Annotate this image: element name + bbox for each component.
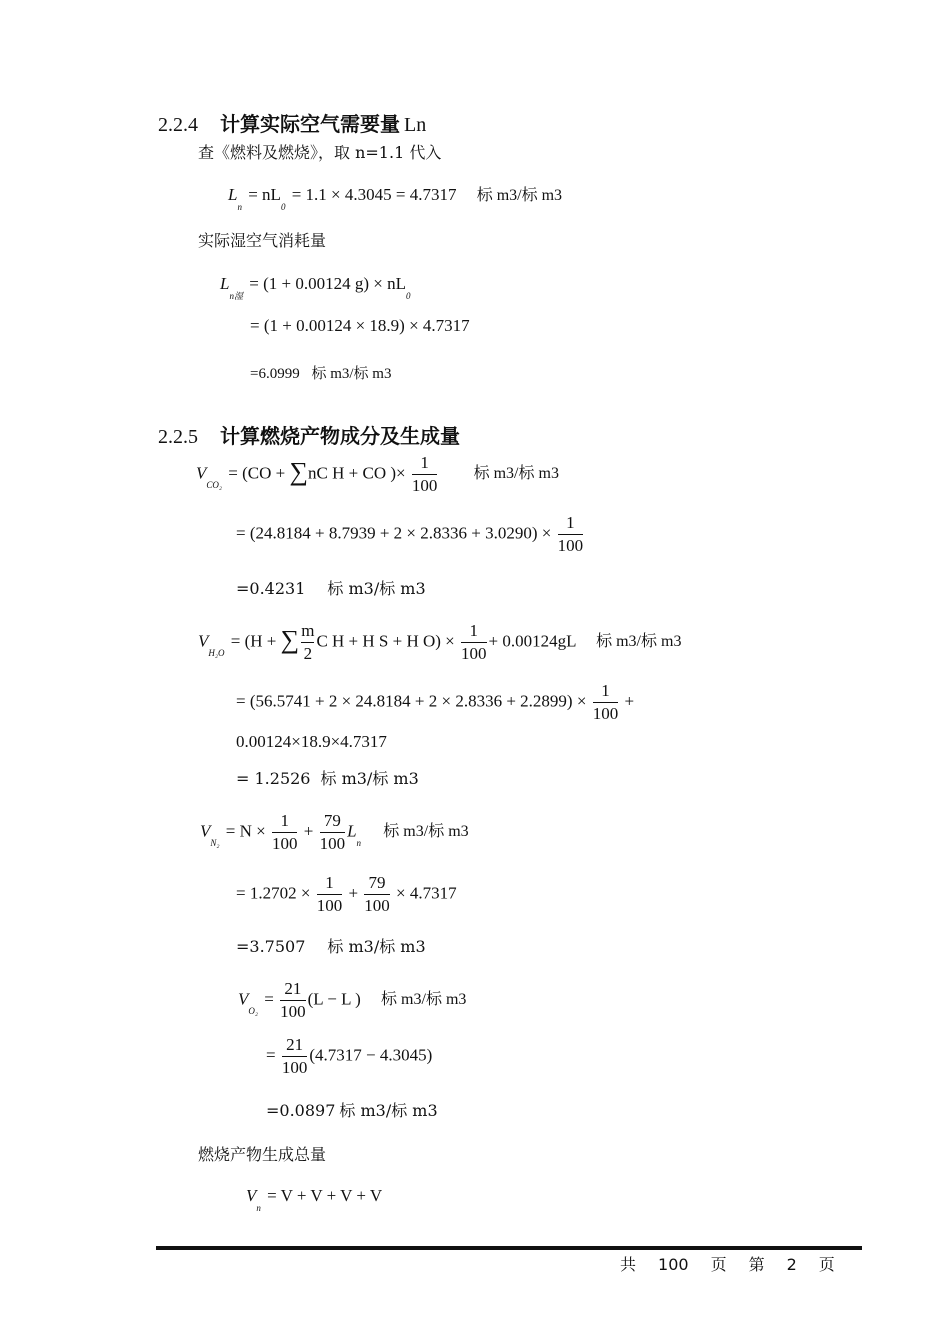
equation-n2-result: =3.7507 标 m3/标 m3 <box>236 937 426 956</box>
equation-wet-result <box>250 362 391 383</box>
equation-co2-result: =0.4231 标 m3/标 m3 <box>236 579 426 598</box>
equation-ln-body: = nL <box>248 185 281 204</box>
unit-label: 标 m3/标 m3 <box>381 991 467 1009</box>
equation-wet-line1: $L_{n湿} = (1 + 0.00124$ $g) \times nL_0$ <box>220 274 411 301</box>
equation-h2o-line3: 0.00124×18.9×4.7317 <box>236 732 387 751</box>
summation-symbol: ∑ <box>280 625 300 655</box>
page-footer: 共 100 页 第 2 页 <box>620 1255 835 1274</box>
equation-ln: $L_n = nL_0 = 1.1 \times 4.3045 = 4.7317$ 标 m3/标 m3 <box>228 185 563 212</box>
section-title-suffix: Ln <box>404 114 427 136</box>
equation-co2-line2: = (24.8184 + 8.7939 + 2 × 2.8336 + 3.0290) × $\frac{1}{100}$ <box>236 513 584 555</box>
equation-h2o: $V_{H_2O} = (H$ + ∑ $\frac{m}{2}$ C H + H S + H O) × $\frac{1}{100}$ + 0.00124gL 标 m3/标 m3 <box>198 621 682 663</box>
paragraph-total: 燃烧产物生成总量 <box>198 1145 327 1164</box>
equation-h2o-lhs: = (H + <box>230 631 281 651</box>
equation-o2: $V_{O_2}$ = $\frac{21}{100}$ (L − L ) 标 m3/标 m3 <box>238 979 467 1021</box>
equation-h2o-result: = 1.2526 标 m3/标 m3 <box>236 769 419 788</box>
equation-co2: $V_{CO_2} = (CO + \sum nC$ H + CO )× $\frac{1}{100}$ 标 m3/标 m3 <box>196 453 559 495</box>
equation-total: $V_n = V + V + V + V$ <box>246 1186 383 1213</box>
fraction-21-100: $\frac{21}{100}$ <box>280 979 306 1021</box>
unit-label: 标 m3/标 m3 <box>383 823 469 841</box>
unit-label: 标 m3/标 m3 <box>473 465 559 483</box>
unit-label: 标 m3/标 m3 <box>596 633 682 651</box>
fraction-1-100: $\frac{1}{100}$ <box>592 681 619 723</box>
equation-co2-mid: nC H + CO )× <box>308 463 406 483</box>
fraction-79-100: $\frac{79}{100}$ <box>319 811 346 853</box>
section-title: 计算实际空气需要量 <box>220 112 400 136</box>
fraction-21-100: $\frac{21}{100}$ <box>281 1035 308 1077</box>
section-heading-2-2-5 <box>158 420 460 449</box>
equation-n2: $V_{N_2} = N$ × $\frac{1}{100}$ + $\frac{79}{100}$ $L_n$ 标 m3/标 m3 <box>200 811 469 853</box>
equation-n2-line2: = 1.2702 × $\frac{1}{100}$ + $\frac{79}{100}$ × 4.7317 <box>236 873 457 915</box>
equation-h2o-line2: = (56.5741 + 2 × 24.8184 + 2 × 2.8336 + 2.2899) × $\frac{1}{100}$ + <box>236 681 635 723</box>
section-number: 2.2.5 <box>158 426 198 448</box>
equation-co2-lhs: = (CO + <box>228 463 290 483</box>
paragraph-lookup: 查《燃料及燃烧》，取 n=1.1 代入 <box>198 143 442 162</box>
fraction-79-100: $\frac{79}{100}$ <box>364 873 390 915</box>
fraction-1-100: $\frac{1}{100}$ <box>461 621 487 663</box>
equation-wet-line1-text: = (1 + 0.00124 g) × nL <box>249 274 406 293</box>
equation-o2-result: =0.0897 标 m3/标 m3 <box>266 1101 438 1120</box>
equation-ln-rest: = 1.1 × 4.3045 = 4.7317 <box>287 185 457 204</box>
fraction-1-100: $\frac{1}{100}$ <box>557 513 584 555</box>
fraction-1-100: $\frac{1}{100}$ <box>411 453 438 495</box>
fraction-1-100: $\frac{1}{100}$ <box>316 873 343 915</box>
section-title: 计算燃烧产物成分及生成量 <box>220 424 460 448</box>
section-number: 2.2.4 <box>158 114 198 136</box>
unit-label: 标 m3/标 m3 <box>311 366 392 382</box>
unit-label: 标 m3/标 m3 <box>476 187 563 204</box>
equation-o2-line2: = $\frac{21}{100}$ (4.7317 − 4.3045) <box>266 1035 433 1077</box>
fraction-1-100: $\frac{1}{100}$ <box>271 811 298 853</box>
footer-rule <box>156 1246 862 1250</box>
fraction-m-2: $\frac{m}{2}$ <box>301 621 315 663</box>
equation-wet-line2: = (1 + 0.00124 × 18.9) × 4.7317 <box>250 316 470 335</box>
paragraph-wet-air: 实际湿空气消耗量 <box>198 231 327 250</box>
section-heading-2-2-4 <box>158 108 426 137</box>
summation-symbol: ∑ <box>289 457 309 487</box>
equation-wet-result-value: =6.0999 <box>250 366 300 382</box>
